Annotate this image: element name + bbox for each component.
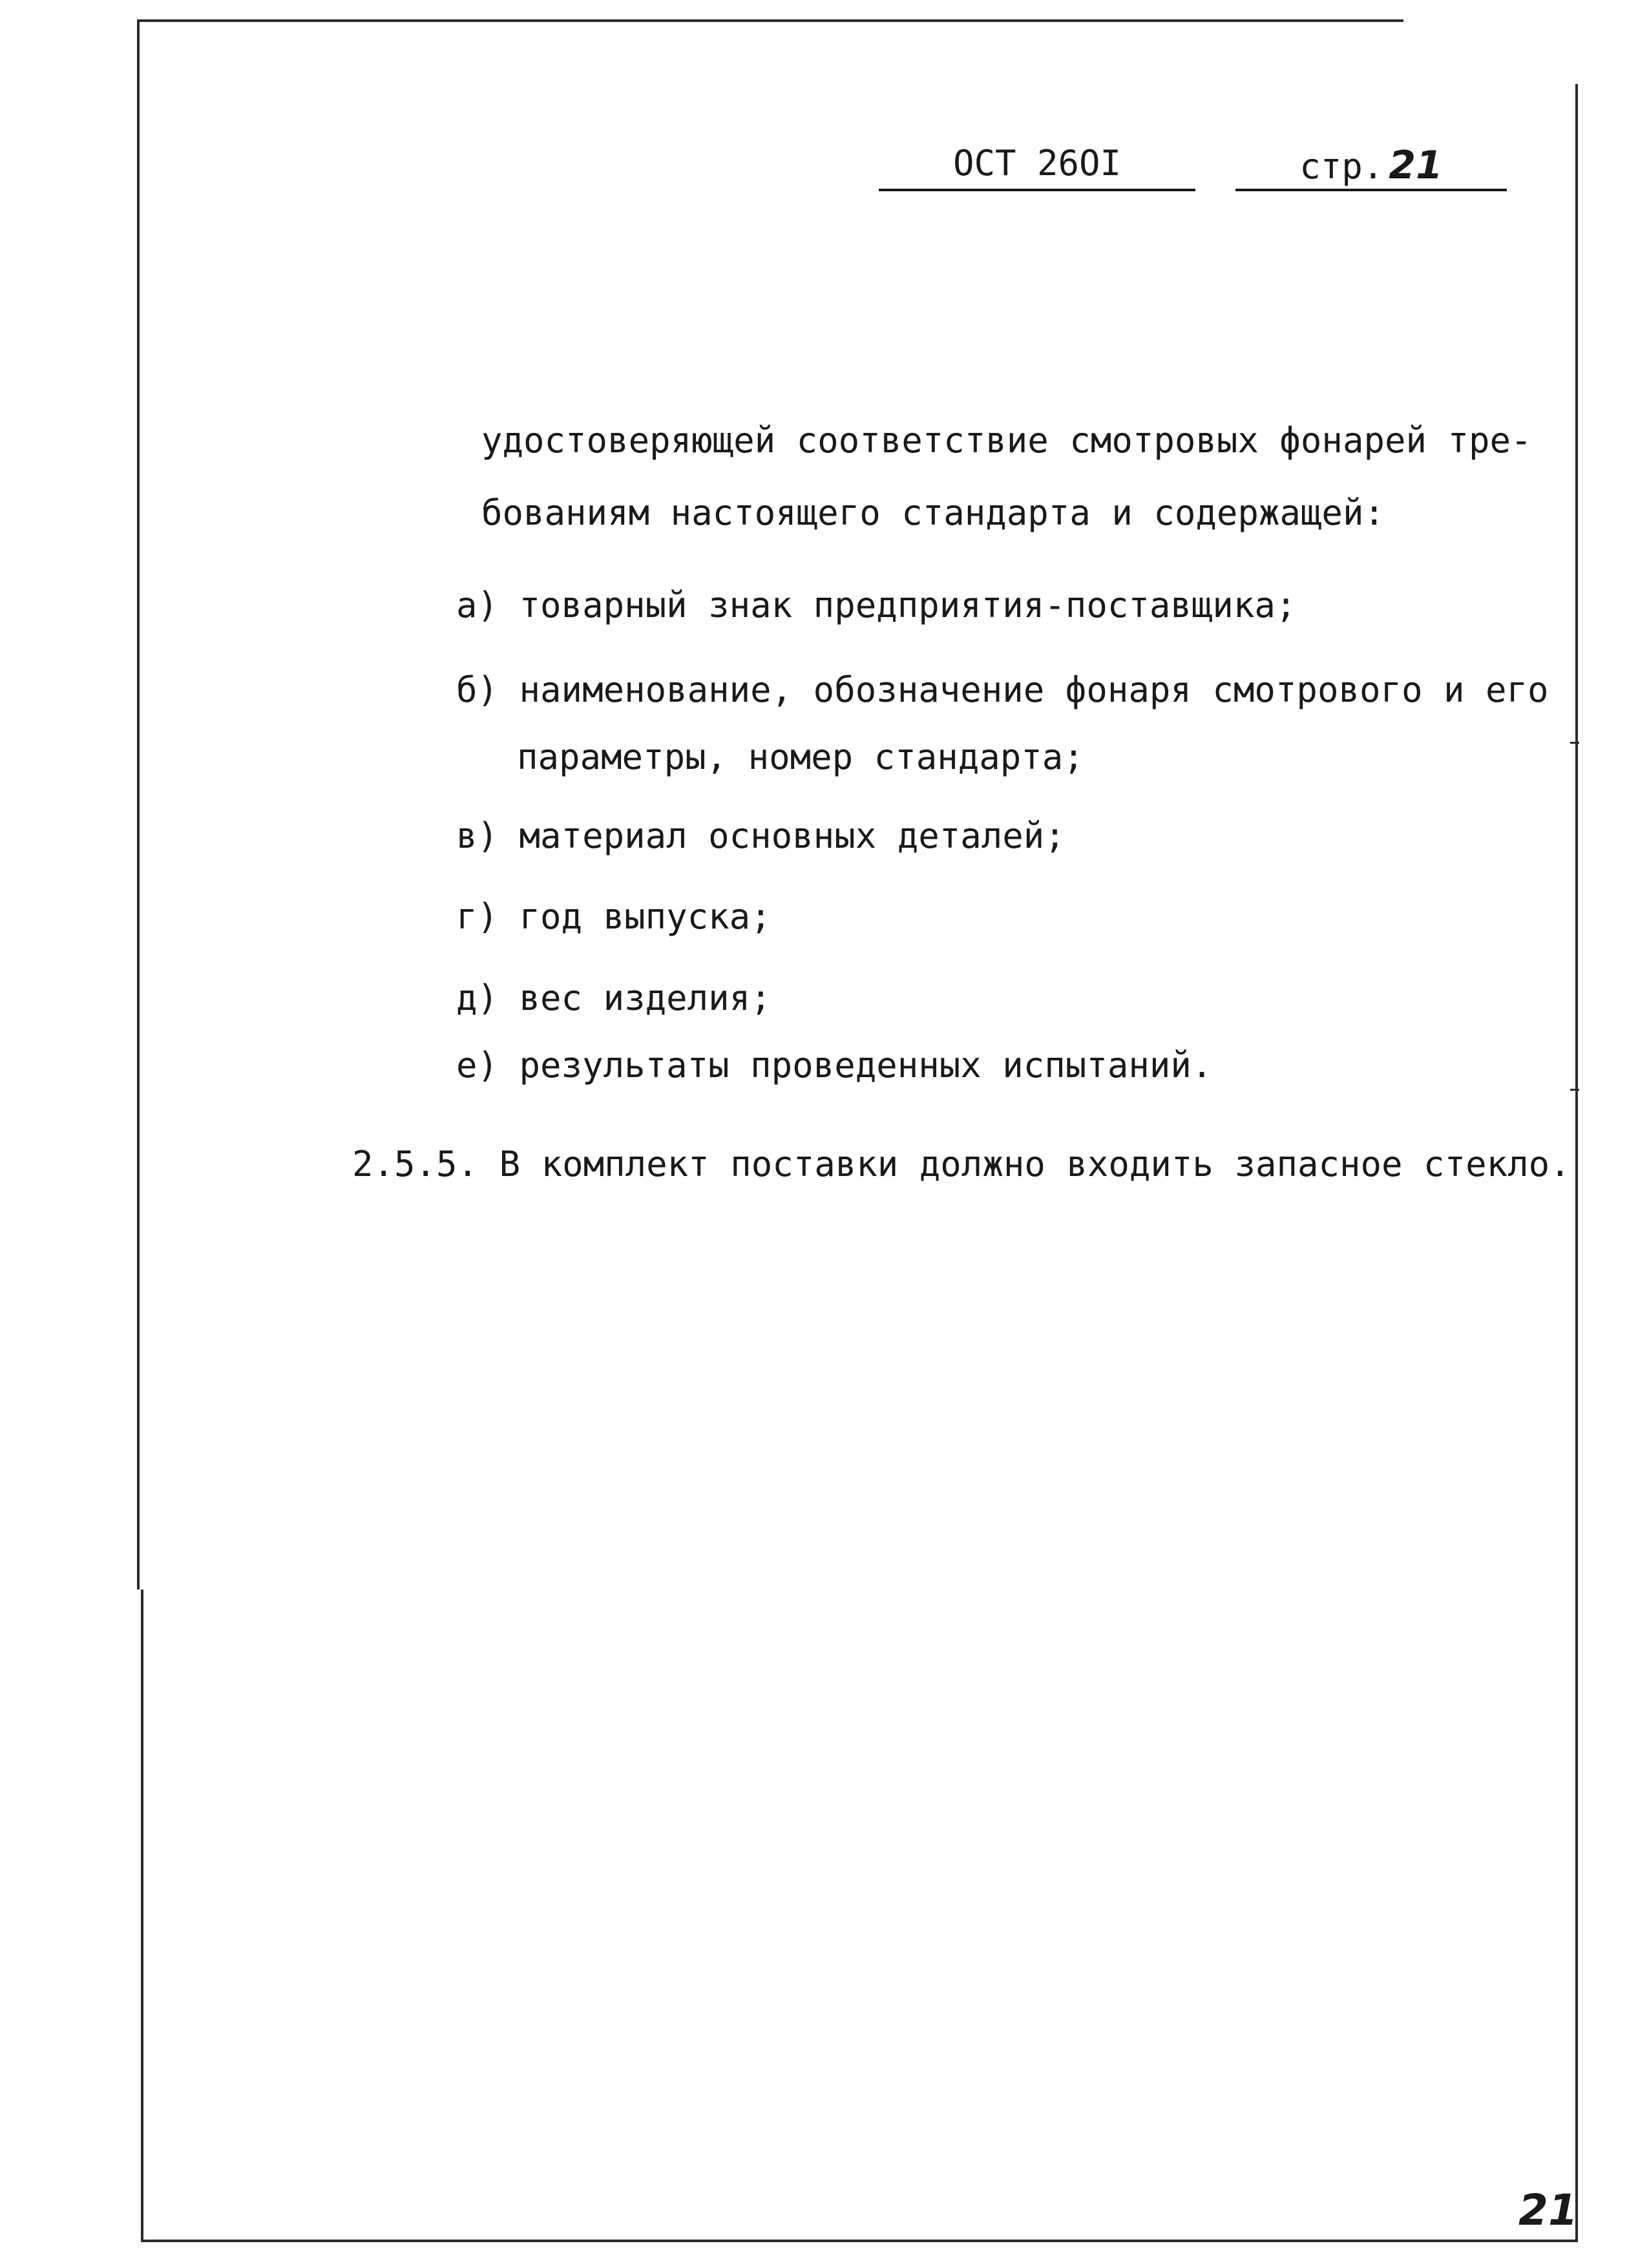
list-item-b: б) наименование, обозначение фонаря смотрового и его <box>456 669 1549 710</box>
frame-right-tick <box>1570 742 1579 744</box>
frame-left-border-lower <box>141 1590 143 2242</box>
list-item-g: г) год выпуска; <box>456 896 772 937</box>
intro-line-2: бованиям настоящего стандарта и содержащей: <box>481 492 1385 533</box>
list-item-e: е) результаты проведенных испытаний. <box>456 1045 1213 1086</box>
frame-bottom-border <box>141 2240 1578 2242</box>
frame-left-border <box>137 19 140 1590</box>
clause-2-5-5: 2.5.5. В комплект поставки должно входить запасное стекло. <box>352 1144 1571 1184</box>
frame-top-border <box>137 19 1403 22</box>
list-item-d: д) вес изделия; <box>456 978 772 1018</box>
document-code: ОСТ 26ОI <box>879 141 1195 191</box>
list-item-v: в) материал основных деталей; <box>456 815 1066 856</box>
page-header <box>1235 141 1507 191</box>
list-item-a: а) товарный знак предприятия-поставщика; <box>456 585 1297 625</box>
intro-line-1: удостоверяющей соответствие смотровых фонарей тре- <box>481 420 1532 461</box>
page-number-handwritten: 21 <box>1389 143 1443 188</box>
frame-right-border <box>1575 84 1578 2242</box>
page-label: стр. <box>1299 146 1384 187</box>
list-item-b-continuation: параметры, номер стандарта; <box>517 737 1084 777</box>
frame-right-tick <box>1570 1089 1579 1091</box>
footer-page-number: 21 <box>1518 2185 1578 2235</box>
